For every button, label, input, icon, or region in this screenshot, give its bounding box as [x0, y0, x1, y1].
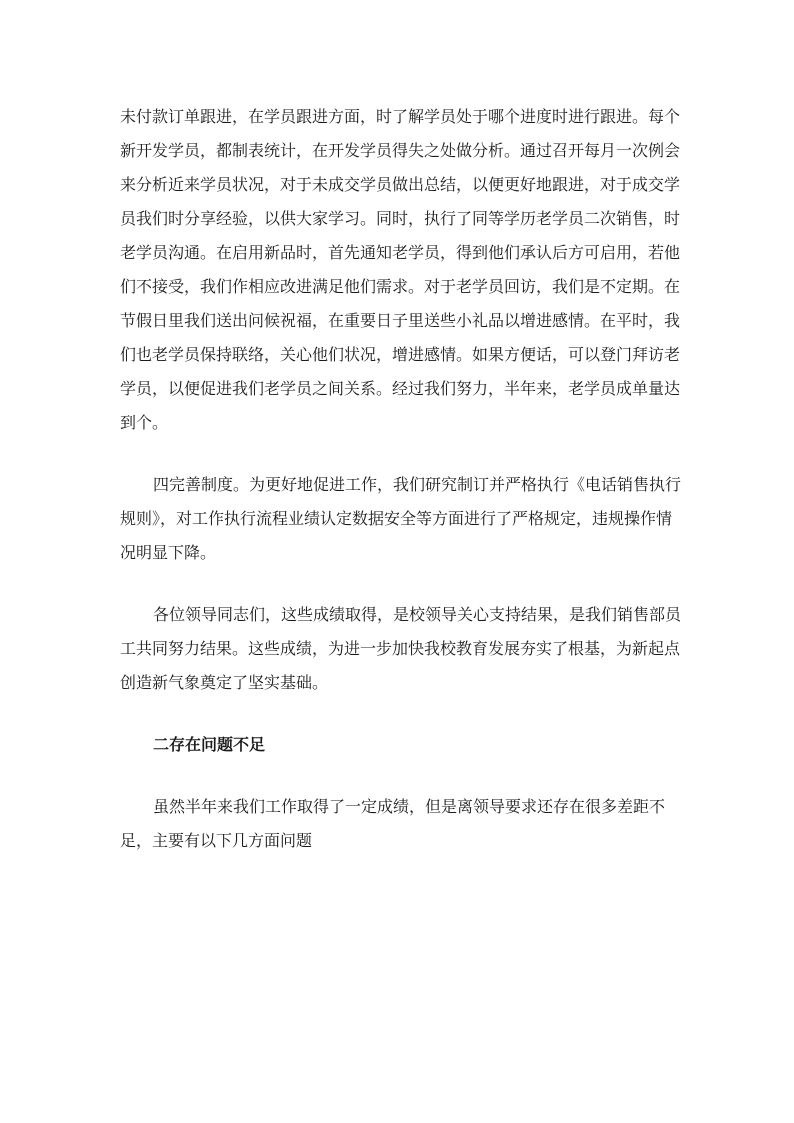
text-line: 们也老学员保持联络，关心他们状况，增进感情。如果方便话，可以登门拜访老: [120, 345, 681, 364]
text-line: 规则》，对工作执行流程业绩认定数据安全等方面进行了严格规定，违规操作情: [120, 509, 673, 528]
paragraph-problems: [120, 790, 680, 858]
text-line: 学员，以便促进我们老学员之间关系。经过我们努力，半年来，老学员成单量达: [120, 379, 681, 398]
text-line: 各位领导同志们，这些成绩取得，是校领导关心支持结果，是我们销售部员: [153, 605, 682, 624]
paragraph-gap: [120, 762, 680, 790]
text-line: 员我们时分享经验，以供大家学习。同时，执行了同等学历老学员二次销售，时: [120, 209, 681, 228]
paragraph-improve-system: [120, 468, 680, 570]
document-page: [120, 100, 680, 858]
section-heading: 二存在问题不足: [153, 735, 266, 754]
text-line: 们不接受，我们作相应改进满足他们需求。对于老学员回访，我们是不定期。在: [120, 277, 681, 296]
paragraph-gap: [120, 700, 680, 728]
text-line: 老学员沟通。在启用新品时，首先通知老学员，得到他们承认后方可启用，若他: [120, 243, 681, 262]
paragraph-achievements: [120, 598, 680, 700]
text-line: 创造新气象奠定了坚实基础。: [120, 673, 329, 692]
text-line: 未付款订单跟进，在学员跟进方面，时了解学员处于哪个进度时进行跟进。每个: [120, 107, 681, 126]
paragraph-gap: [120, 570, 680, 598]
text-line: 况明显下降。: [120, 543, 217, 562]
paragraph-gap: [120, 440, 680, 468]
text-line: 工共同努力结果。这些成绩，为进一步加快我校教育发展夯实了根基，为新起点: [120, 639, 681, 658]
text-line: 新开发学员，都制表统计，在开发学员得失之处做分析。通过召开每月一次例会: [120, 141, 681, 160]
text-line: 四完善制度。为更好地促进工作，我们研究制订并严格执行《电话销售执行: [153, 475, 682, 494]
text-line: 到个。: [120, 413, 169, 432]
paragraph-old-student-followup: [120, 100, 680, 440]
text-line: 足，主要有以下几方面问题: [120, 831, 313, 850]
text-line: 虽然半年来我们工作取得了一定成绩，但是离领导要求还存在很多差距不: [153, 797, 666, 816]
text-line: 来分析近来学员状况，对于未成交学员做出总结，以便更好地跟进，对于成交学: [120, 175, 681, 194]
text-line: 节假日里我们送出问候祝福，在重要日子里送些小礼品以增进感情。在平时，我: [120, 311, 681, 330]
